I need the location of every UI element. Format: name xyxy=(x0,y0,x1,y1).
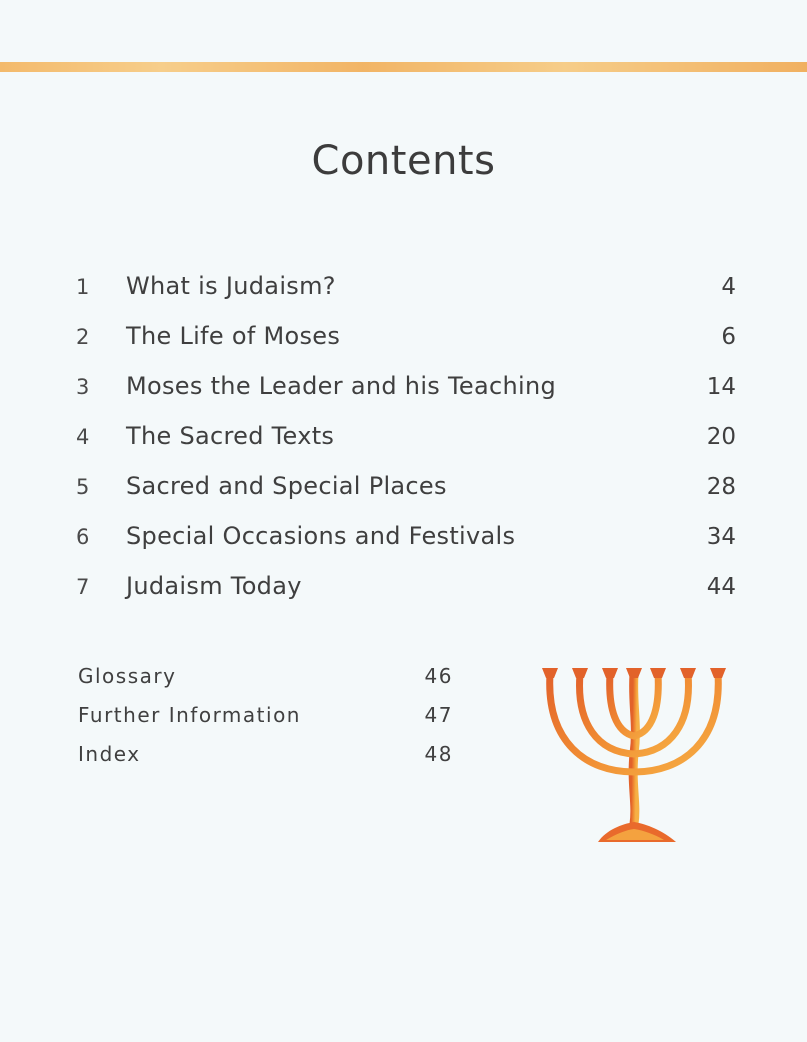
chapter-number: 2 xyxy=(76,325,90,349)
chapter-number: 7 xyxy=(76,575,90,599)
chapter-number: 4 xyxy=(76,425,90,449)
chapter-title: The Sacred Texts xyxy=(126,422,335,450)
back-matter-page: 46 xyxy=(424,664,453,688)
chapter-page: 28 xyxy=(706,474,736,500)
back-matter-page: 47 xyxy=(424,703,453,727)
back-matter-entry-glossary[interactable] xyxy=(78,664,453,703)
top-decorative-band xyxy=(0,62,807,72)
toc-entry[interactable] xyxy=(76,472,736,522)
toc-entry[interactable] xyxy=(76,522,736,572)
chapter-page: 14 xyxy=(706,374,736,400)
menorah-icon xyxy=(536,664,732,846)
chapter-title: Special Occasions and Festivals xyxy=(126,522,516,550)
back-matter-label: Index xyxy=(78,742,141,766)
chapter-page: 44 xyxy=(706,574,736,600)
toc-entry[interactable] xyxy=(76,272,736,322)
chapter-page: 4 xyxy=(721,274,736,300)
chapter-number: 1 xyxy=(76,275,90,299)
chapter-title: Sacred and Special Places xyxy=(126,472,447,500)
back-matter-entry-index[interactable] xyxy=(78,742,453,781)
toc-entry[interactable] xyxy=(76,422,736,472)
chapter-number: 5 xyxy=(76,475,90,499)
chapter-page: 6 xyxy=(721,324,736,350)
toc-entry[interactable] xyxy=(76,572,736,622)
back-matter-label: Glossary xyxy=(78,664,177,688)
chapter-page: 20 xyxy=(706,424,736,450)
chapter-title: What is Judaism? xyxy=(126,272,336,300)
toc-entry[interactable] xyxy=(76,322,736,372)
chapter-page: 34 xyxy=(706,524,736,550)
back-matter-entry-further-information[interactable] xyxy=(78,703,453,742)
toc-entry[interactable] xyxy=(76,372,736,422)
chapter-title: Judaism Today xyxy=(126,572,302,600)
chapter-title: The Life of Moses xyxy=(126,322,341,350)
chapter-number: 6 xyxy=(76,525,90,549)
chapter-title: Moses the Leader and his Teaching xyxy=(126,372,556,400)
back-matter-page: 48 xyxy=(424,742,453,766)
chapter-number: 3 xyxy=(76,375,90,399)
back-matter-list xyxy=(78,664,453,781)
page-title: Contents xyxy=(311,138,496,184)
table-of-contents xyxy=(76,272,736,622)
back-matter-label: Further Information xyxy=(78,703,301,727)
